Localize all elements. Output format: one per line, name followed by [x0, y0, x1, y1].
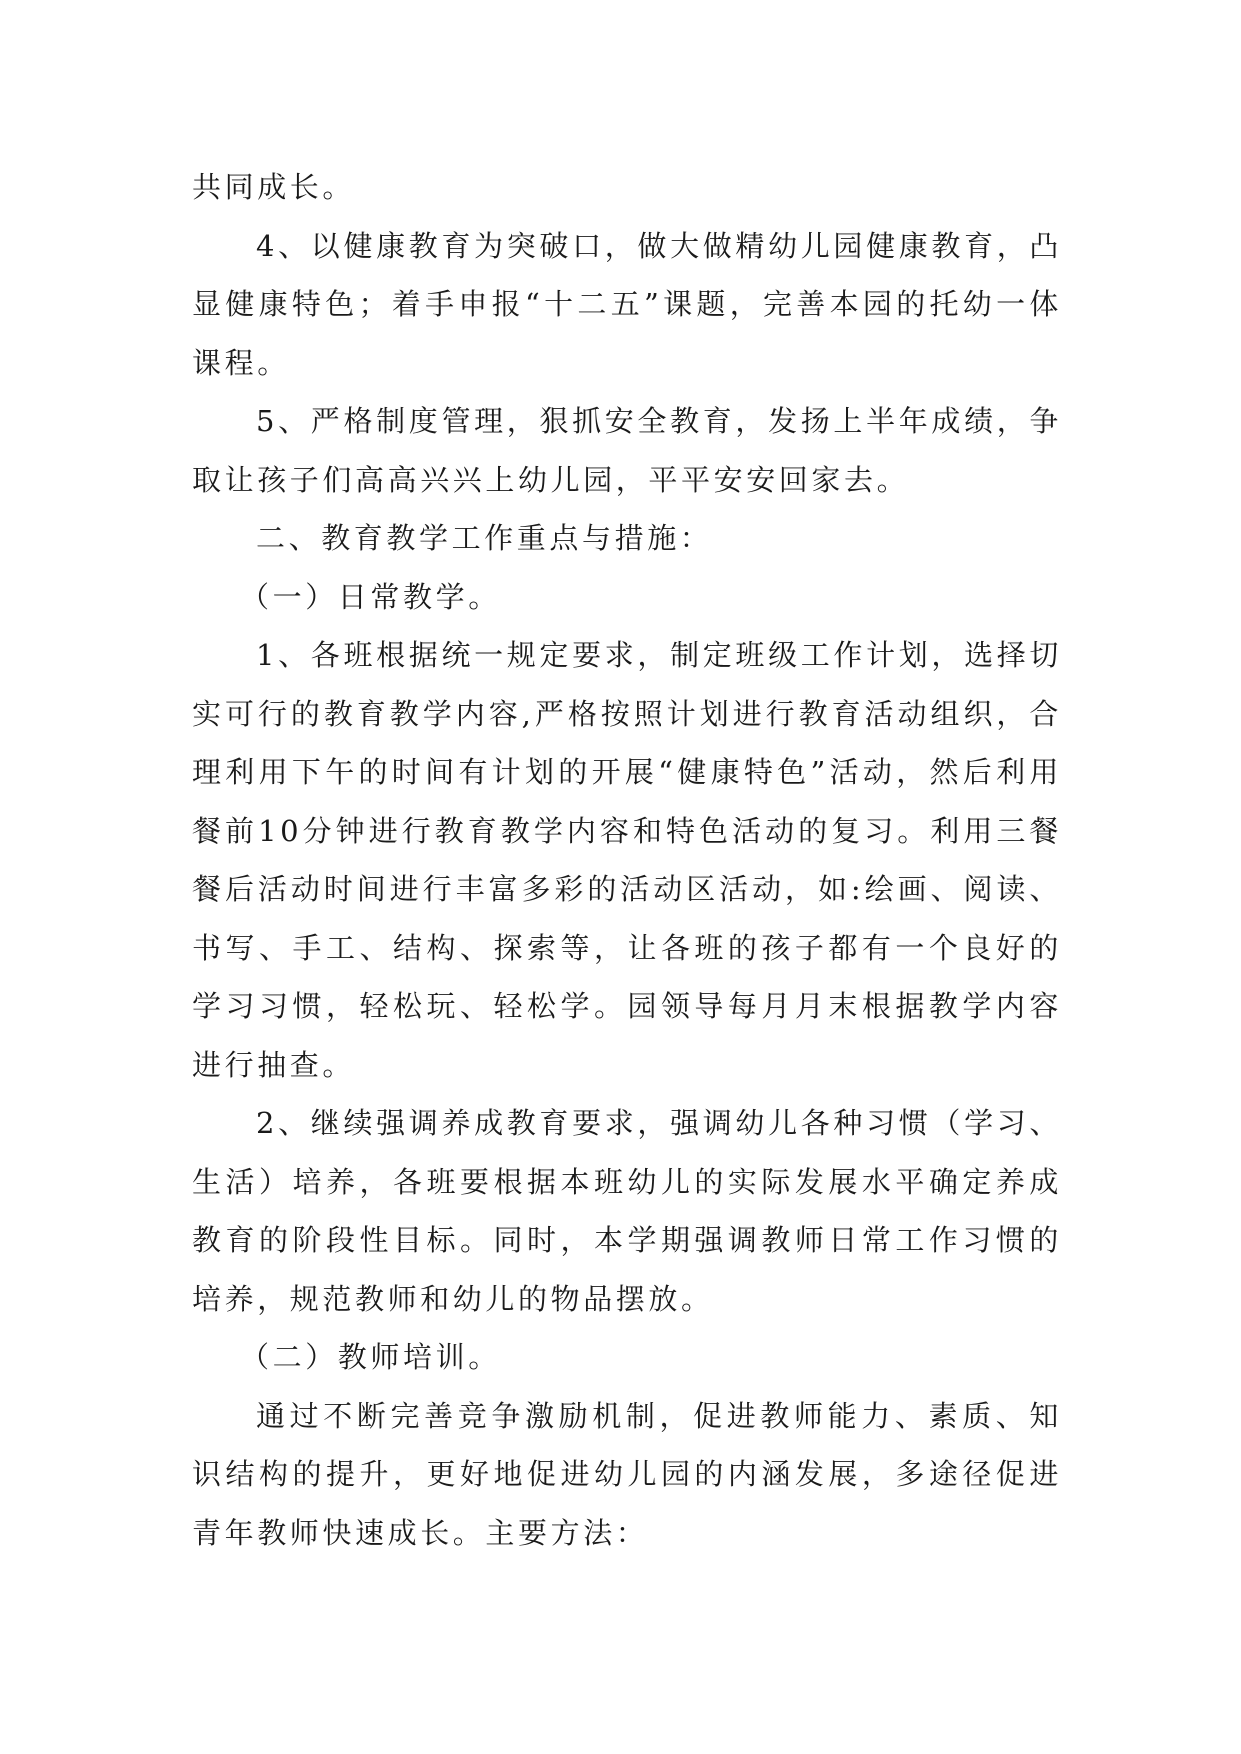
- document-body: [192, 158, 1062, 1562]
- section-heading-2: 二、教育教学工作重点与措施：: [256, 521, 713, 555]
- paragraph-continuation: 共同成长。: [192, 170, 356, 204]
- paragraph-daily-teaching-2: 2、继续强调养成教育要求，强调幼儿各种习惯（学习、生活）培养，各班要根据本班幼儿的实际发展水平确定养成教育的阶段性目标。同时，本学期强调教师日常工作习惯的培养，规范教师和幼儿的物品摆放。: [192, 1106, 1062, 1316]
- paragraph-daily-teaching-1: 1、各班根据统一规定要求，制定班级工作计划，选择切实可行的教育教学内容,严格按照计划进行教育活动组织，合理利用下午的时间有计划的开展“健康特色”活动，然后利用餐前10分钟进行教育教学内容和特色活动的复习。利用三餐餐后活动时间进行丰富多彩的活动区活动，如:绘画、阅读、书写、手工、结构、探索等，让各班的孩子都有一个良好的学习习惯，轻松玩、轻松学。园领导每月月末根据教学内容进行抽查。: [192, 638, 1062, 1082]
- subsection-heading-1: （一）日常教学。: [240, 579, 501, 614]
- paragraph-item-5: 5、严格制度管理，狠抓安全教育，发扬上半年成绩，争取让孩子们高高兴兴上幼儿园，平平安安回家去。: [192, 404, 1062, 497]
- paragraph-item-4: 4、以健康教育为突破口，做大做精幼儿园健康教育，凸显健康特色；着手申报“十二五”课题，完善本园的托幼一体课程。: [192, 228, 1062, 380]
- paragraph-teacher-training: 通过不断完善竞争激励机制，促进教师能力、素质、知识结构的提升，更好地促进幼儿园的内涵发展，多途径促进青年教师快速成长。主要方法：: [192, 1398, 1062, 1550]
- subsection-heading-2: （二）教师培训。: [240, 1340, 501, 1374]
